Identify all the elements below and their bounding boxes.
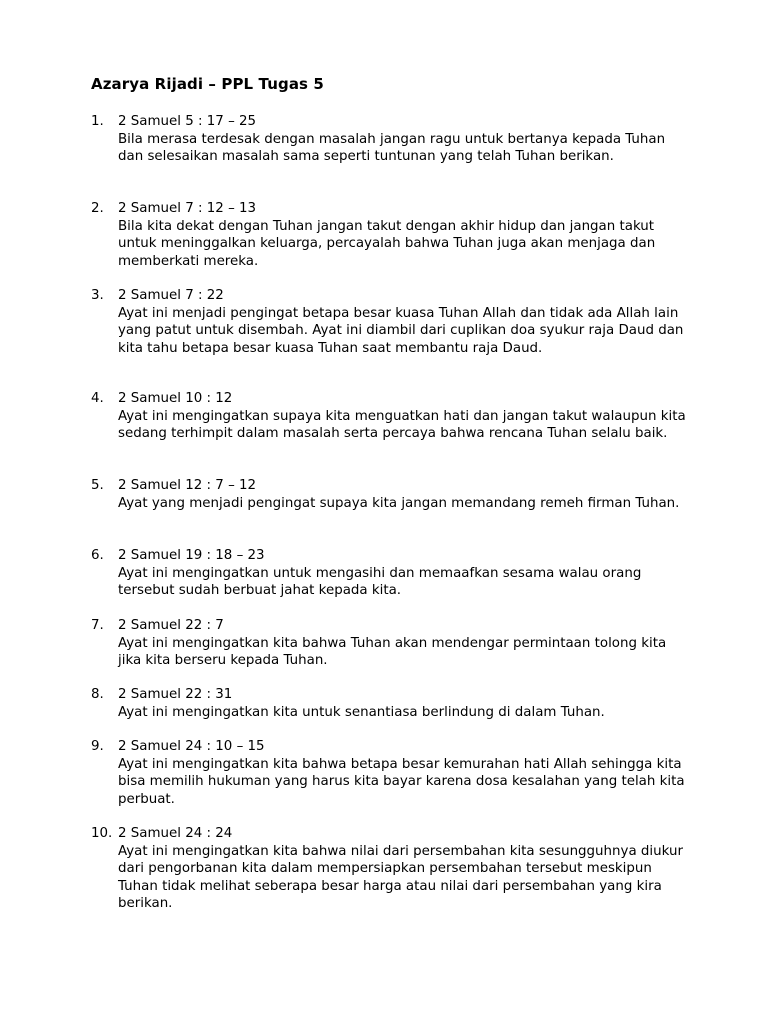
verse-reference: 2 Samuel 24 : 10 – 15	[118, 739, 265, 754]
item-number: 4.	[91, 391, 104, 406]
list-item-9	[91, 738, 691, 808]
item-number: 7.	[91, 618, 104, 633]
list-item-5	[91, 477, 691, 512]
verse-reference: 2 Samuel 10 : 12	[118, 391, 233, 406]
verse-reference: 2 Samuel 7 : 12 – 13	[118, 201, 257, 216]
item-number: 8.	[91, 687, 104, 702]
verse-description: Ayat yang menjadi pengingat supaya kita jangan memandang remeh firman Tuhan.	[118, 495, 680, 511]
item-number: 1.	[91, 114, 104, 129]
verse-description: Bila kita dekat dengan Tuhan jangan takut dengan akhir hidup dan jangan takut untuk meninggalkan keluarga, percayalah bahwa Tuhan juga akan menjaga dan memberkati mereka.	[118, 218, 656, 269]
verse-description: Bila merasa terdesak dengan masalah jangan ragu untuk bertanya kepada Tuhan dan selesaikan masalah sama seperti tuntunan yang telah Tuhan berikan.	[118, 131, 666, 164]
verse-description: Ayat ini mengingatkan untuk mengasihi dan memaafkan sesama walau orang tersebut sudah berbuat jahat kepada kita.	[118, 565, 642, 598]
verse-description: Ayat ini mengingatkan kita bahwa Tuhan akan mendengar permintaan tolong kita jika kita berseru kepada Tuhan.	[118, 635, 667, 668]
verse-reference: 2 Samuel 19 : 18 – 23	[118, 548, 265, 563]
list-item-6	[91, 547, 691, 600]
item-number: 10.	[91, 826, 113, 841]
item-number: 5.	[91, 478, 104, 493]
list-item-10	[91, 825, 691, 913]
list-item-7	[91, 617, 691, 670]
list-item-4	[91, 390, 691, 443]
item-number: 2.	[91, 201, 104, 216]
verse-description: Ayat ini menjadi pengingat betapa besar kuasa Tuhan Allah dan tidak ada Allah lain yang patut untuk disembah. Ayat ini diambil dari cuplikan doa syukur raja Daud dan kita tahu betapa besar kuasa Tuhan saat membantu raja Daud.	[118, 305, 684, 356]
document-title: Azarya Rijadi – PPL Tugas 5	[91, 75, 324, 93]
verse-reference: 2 Samuel 24 : 24	[118, 826, 233, 841]
item-number: 9.	[91, 739, 104, 754]
verse-reference: 2 Samuel 5 : 17 – 25	[118, 114, 257, 129]
verse-description: Ayat ini mengingatkan kita bahwa betapa besar kemurahan hati Allah sehingga kita bisa memilih hukuman yang harus kita bayar karena dosa kesalahan yang telah kita perbuat.	[118, 756, 685, 807]
verse-reference: 2 Samuel 7 : 22	[118, 288, 224, 303]
item-number: 3.	[91, 288, 104, 303]
list-item-3	[91, 287, 691, 357]
list-item-2	[91, 200, 691, 270]
verse-description: Ayat ini mengingatkan kita bahwa nilai dari persembahan kita sesungguhnya diukur dari pengorbanan kita dalam mempersiapkan persembahan tersebut meskipun Tuhan tidak melihat seberapa besar harga atau nilai dari persembahan yang kira berikan.	[118, 843, 683, 911]
verse-reference: 2 Samuel 22 : 31	[118, 687, 233, 702]
list-item-1	[91, 113, 691, 166]
verse-reference: 2 Samuel 12 : 7 – 12	[118, 478, 257, 493]
verse-description: Ayat ini mengingatkan supaya kita menguatkan hati dan jangan takut walaupun kita sedang terhimpit dalam masalah serta percaya bahwa rencana Tuhan selalu baik.	[118, 408, 686, 441]
list-item-8	[91, 686, 691, 721]
verse-reference: 2 Samuel 22 : 7	[118, 618, 224, 633]
item-number: 6.	[91, 548, 104, 563]
verse-description: Ayat ini mengingatkan kita untuk senantiasa berlindung di dalam Tuhan.	[118, 704, 605, 720]
